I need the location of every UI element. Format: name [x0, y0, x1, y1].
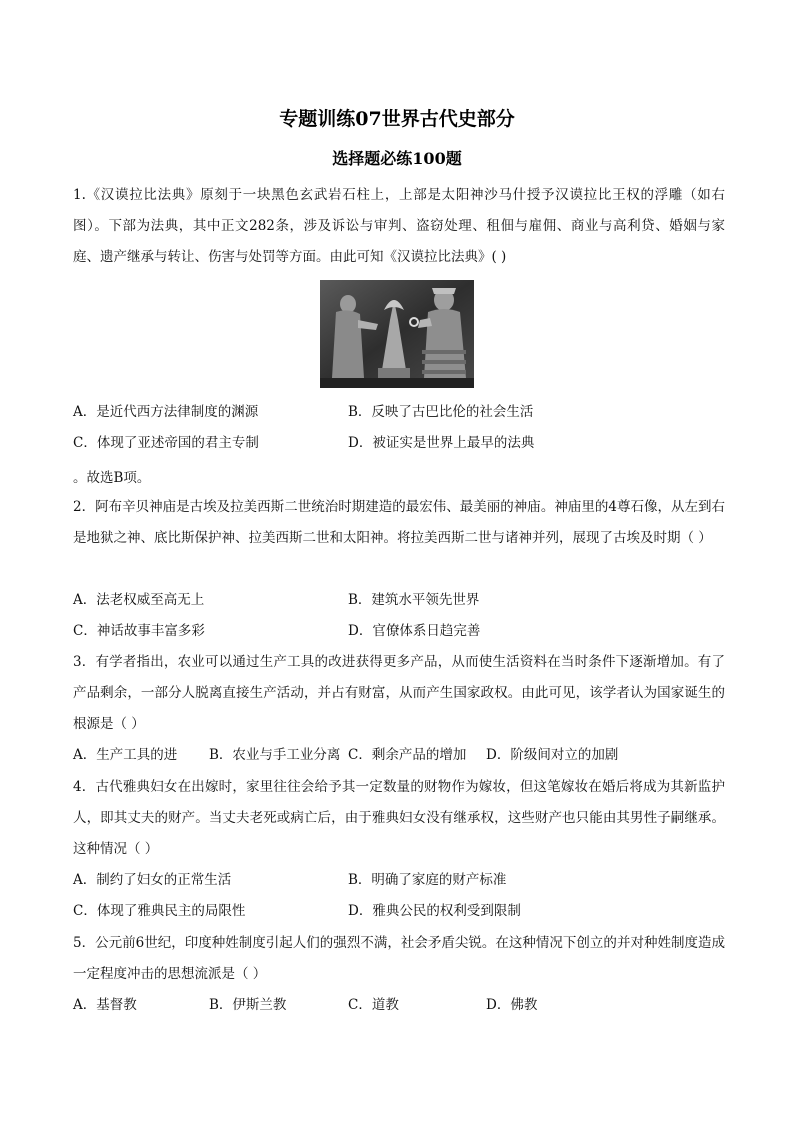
- option-d[interactable]: D．官僚体系日趋完善: [348, 623, 481, 639]
- option-a[interactable]: A．生产工具的进: [73, 747, 178, 763]
- answer-note: 。故选B项。: [73, 470, 151, 486]
- option-b[interactable]: B．伊斯兰教: [209, 997, 287, 1013]
- option-c[interactable]: C．体现了雅典民主的局限性: [73, 903, 246, 919]
- option-d[interactable]: D．被证实是世界上最早的法典: [348, 435, 535, 451]
- option-a[interactable]: A．是近代西方法律制度的渊源: [73, 404, 259, 420]
- question-1-stem: 1.《汉谟拉比法典》原刻于一块黑色玄武岩石柱上，上部是太阳神沙马什授予汉谟拉比王权的浮雕（如右图）。下部为法典，其中正文282条，涉及诉讼与审判、盗窃处理、租佃与雇佣、商业与高利贷、婚姻与家庭、遗产继承与转让、伤害与处罚等方面。由此可知《汉谟拉比法典》( ): [73, 187, 725, 265]
- option-a[interactable]: A．基督教: [73, 997, 137, 1013]
- option-b[interactable]: B．反映了古巴比伦的社会生活: [348, 404, 534, 420]
- option-d[interactable]: D．佛教: [486, 997, 538, 1013]
- question-4-stem: 4．古代雅典妇女在出嫁时，家里往往会给予其一定数量的财物作为嫁妆，但这笔嫁妆在婚后将成为其新监护人，即其丈夫的财产。当丈夫老死或病亡后，由于雅典妇女没有继承权，这些财产也只能由其男性子嗣继承。这种情况（ ）: [73, 779, 725, 857]
- question-1-options: [73, 397, 725, 459]
- option-c[interactable]: C．剩余产品的增加: [348, 747, 467, 763]
- question-5-stem: 5．公元前6世纪，印度种姓制度引起人们的强烈不满，社会矛盾尖锐。在这种情况下创立的并对种姓制度造成一定程度冲击的思想流派是（ ）: [73, 935, 725, 982]
- question-5-options: [73, 990, 725, 1021]
- page-title: 专题训练07世界古代史部分: [279, 108, 515, 130]
- option-a[interactable]: A．制约了妇女的正常生活: [73, 872, 232, 888]
- option-d[interactable]: D．阶级间对立的加剧: [486, 747, 619, 763]
- question-3-options: [73, 740, 725, 771]
- option-b[interactable]: B．明确了家庭的财产标准: [348, 872, 507, 888]
- option-c[interactable]: C．神话故事丰富多彩: [73, 623, 205, 639]
- question-5: [73, 928, 725, 990]
- question-2: [73, 492, 725, 554]
- question-3: [73, 647, 725, 740]
- option-c[interactable]: C．道教: [348, 997, 399, 1013]
- hammurabi-relief-image: [320, 280, 474, 388]
- question-1: [73, 180, 725, 273]
- question-4: [73, 772, 725, 865]
- option-b[interactable]: B．农业与手工业分离: [209, 747, 341, 763]
- question-2-options: [73, 585, 725, 647]
- option-c[interactable]: C．体现了亚述帝国的君主专制: [73, 435, 259, 451]
- question-3-stem: 3．有学者指出，农业可以通过生产工具的改进获得更多产品，从而使生活资料在当时条件下逐渐增加。有了产品剩余，一部分人脱离直接生产活动，并占有财富，从而产生国家政权。由此可见，该学者认为国家诞生的根源是（ ）: [73, 654, 725, 732]
- option-a[interactable]: A．法老权威至高无上: [73, 592, 205, 608]
- question-2-stem: 2．阿布辛贝神庙是古埃及拉美西斯二世统治时期建造的最宏伟、最美丽的神庙。神庙里的4尊石像，从左到右是地狱之神、底比斯保护神、拉美西斯二世和太阳神。将拉美西斯二世与诸神并列，展现了古埃及时期（ ）: [73, 499, 725, 546]
- question-4-options: [73, 865, 725, 927]
- option-b[interactable]: B．建筑水平领先世界: [348, 592, 480, 608]
- option-d[interactable]: D．雅典公民的权利受到限制: [348, 903, 521, 919]
- page-subtitle: 选择题必练100题: [332, 149, 462, 168]
- relief-illustration: [320, 280, 474, 388]
